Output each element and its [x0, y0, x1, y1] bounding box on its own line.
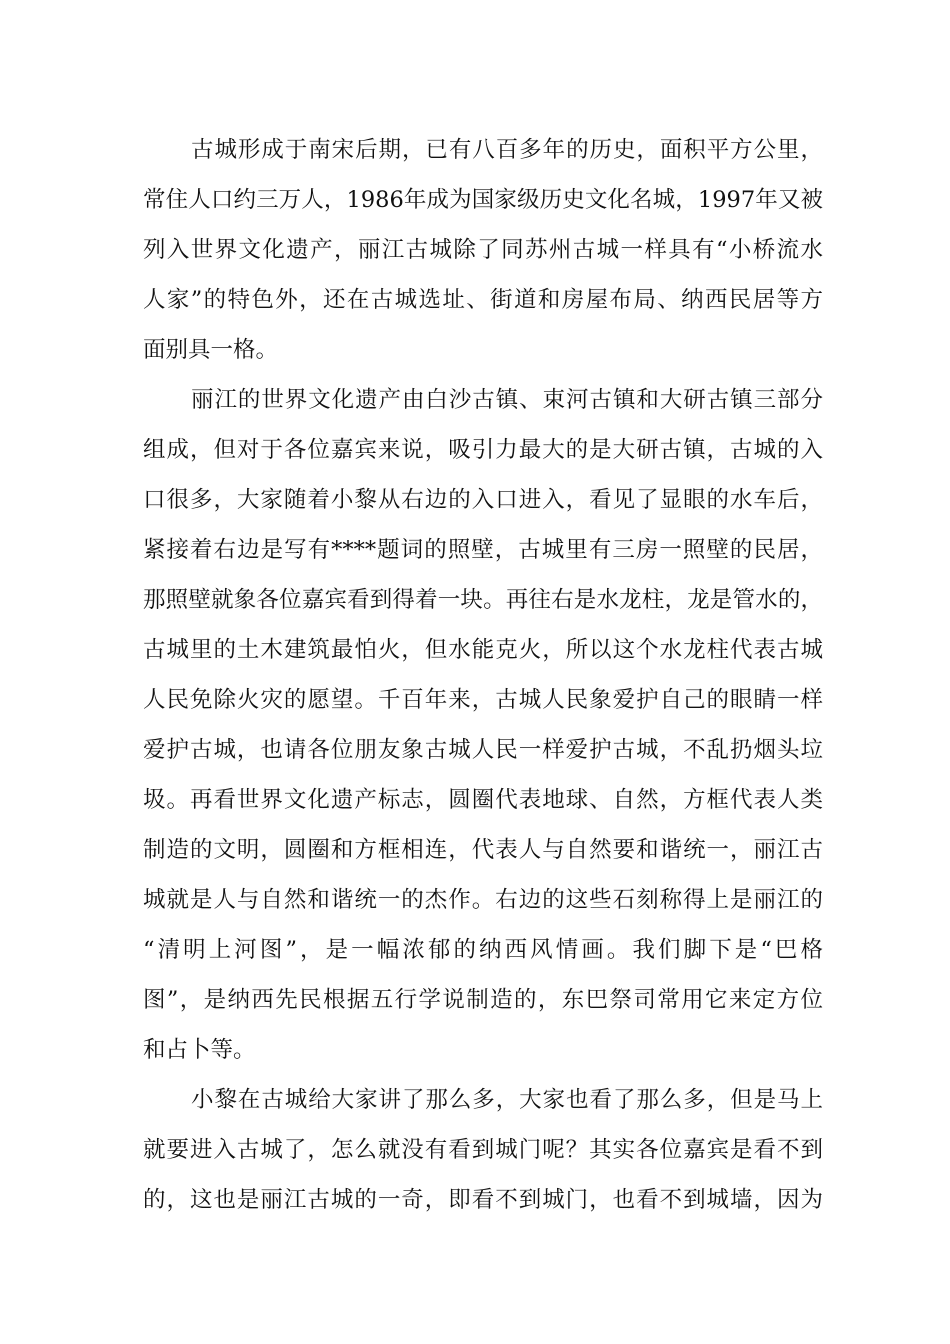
body-text	[143, 125, 823, 1225]
paragraph-2-line-12: “清明上河图”，是一幅浓郁的纳西风情画。我们脚下是“巴格	[143, 937, 823, 963]
paragraph-2-line-5: 那照壁就象各位嘉宾看到得着一块。再往右是水龙柱，龙是管水的，	[143, 587, 823, 613]
paragraph-2-line-1: 丽江的世界文化遗产由白沙古镇、束河古镇和大研古镇三部分	[191, 387, 823, 413]
paragraph-2-line-3: 口很多，大家随着小黎从右边的入口进入，看见了显眼的水车后，	[143, 487, 823, 513]
paragraph-3-line-2: 就要进入古城了，怎么就没有看到城门呢？其实各位嘉宾是看不到	[143, 1137, 823, 1163]
paragraph-2-line-13: 图”，是纳西先民根据五行学说制造的，东巴祭司常用它来定方位	[143, 987, 823, 1013]
paragraph-2-line-9: 圾。再看世界文化遗产标志，圆圈代表地球、自然，方框代表人类	[143, 787, 823, 813]
paragraph-2-line-8: 爱护古城，也请各位朋友象古城人民一样爱护古城，不乱扔烟头垃	[143, 737, 823, 763]
paragraph-2-line-2: 组成，但对于各位嘉宾来说，吸引力最大的是大研古镇，古城的入	[143, 437, 823, 463]
paragraph-1-line-1: 古城形成于南宋后期，已有八百多年的历史，面积平方公里，	[191, 137, 823, 163]
paragraph-1-line-2: 常住人口约三万人，1986年成为国家级历史文化名城，1997年又被	[143, 187, 823, 213]
paragraph-3-line-3: 的，这也是丽江古城的一奇，即看不到城门，也看不到城墙，因为	[143, 1187, 823, 1213]
paragraph-2-line-10: 制造的文明，圆圈和方框相连，代表人与自然要和谐统一，丽江古	[143, 837, 823, 863]
paragraph-3-line-1: 小黎在古城给大家讲了那么多，大家也看了那么多，但是马上	[191, 1087, 823, 1113]
paragraph-1-line-4: 人家”的特色外，还在古城选址、街道和房屋布局、纳西民居等方	[143, 287, 823, 313]
paragraph-2-line-14: 和占卜等。	[143, 1037, 256, 1063]
paragraph-2-line-7: 人民免除火灾的愿望。千百年来，古城人民象爱护自己的眼睛一样	[143, 687, 823, 713]
paragraph-1-line-5: 面别具一格。	[143, 337, 279, 363]
paragraph-2-line-4: 紧接着右边是写有****题词的照壁，古城里有三房一照壁的民居，	[143, 537, 823, 563]
paragraph-2-line-6: 古城里的土木建筑最怕火，但水能克火，所以这个水龙柱代表古城	[143, 637, 823, 663]
paragraph-1-line-3: 列入世界文化遗产，丽江古城除了同苏州古城一样具有“小桥流水	[143, 237, 823, 263]
paragraph-2-line-11: 城就是人与自然和谐统一的杰作。右边的这些石刻称得上是丽江的	[143, 887, 823, 913]
